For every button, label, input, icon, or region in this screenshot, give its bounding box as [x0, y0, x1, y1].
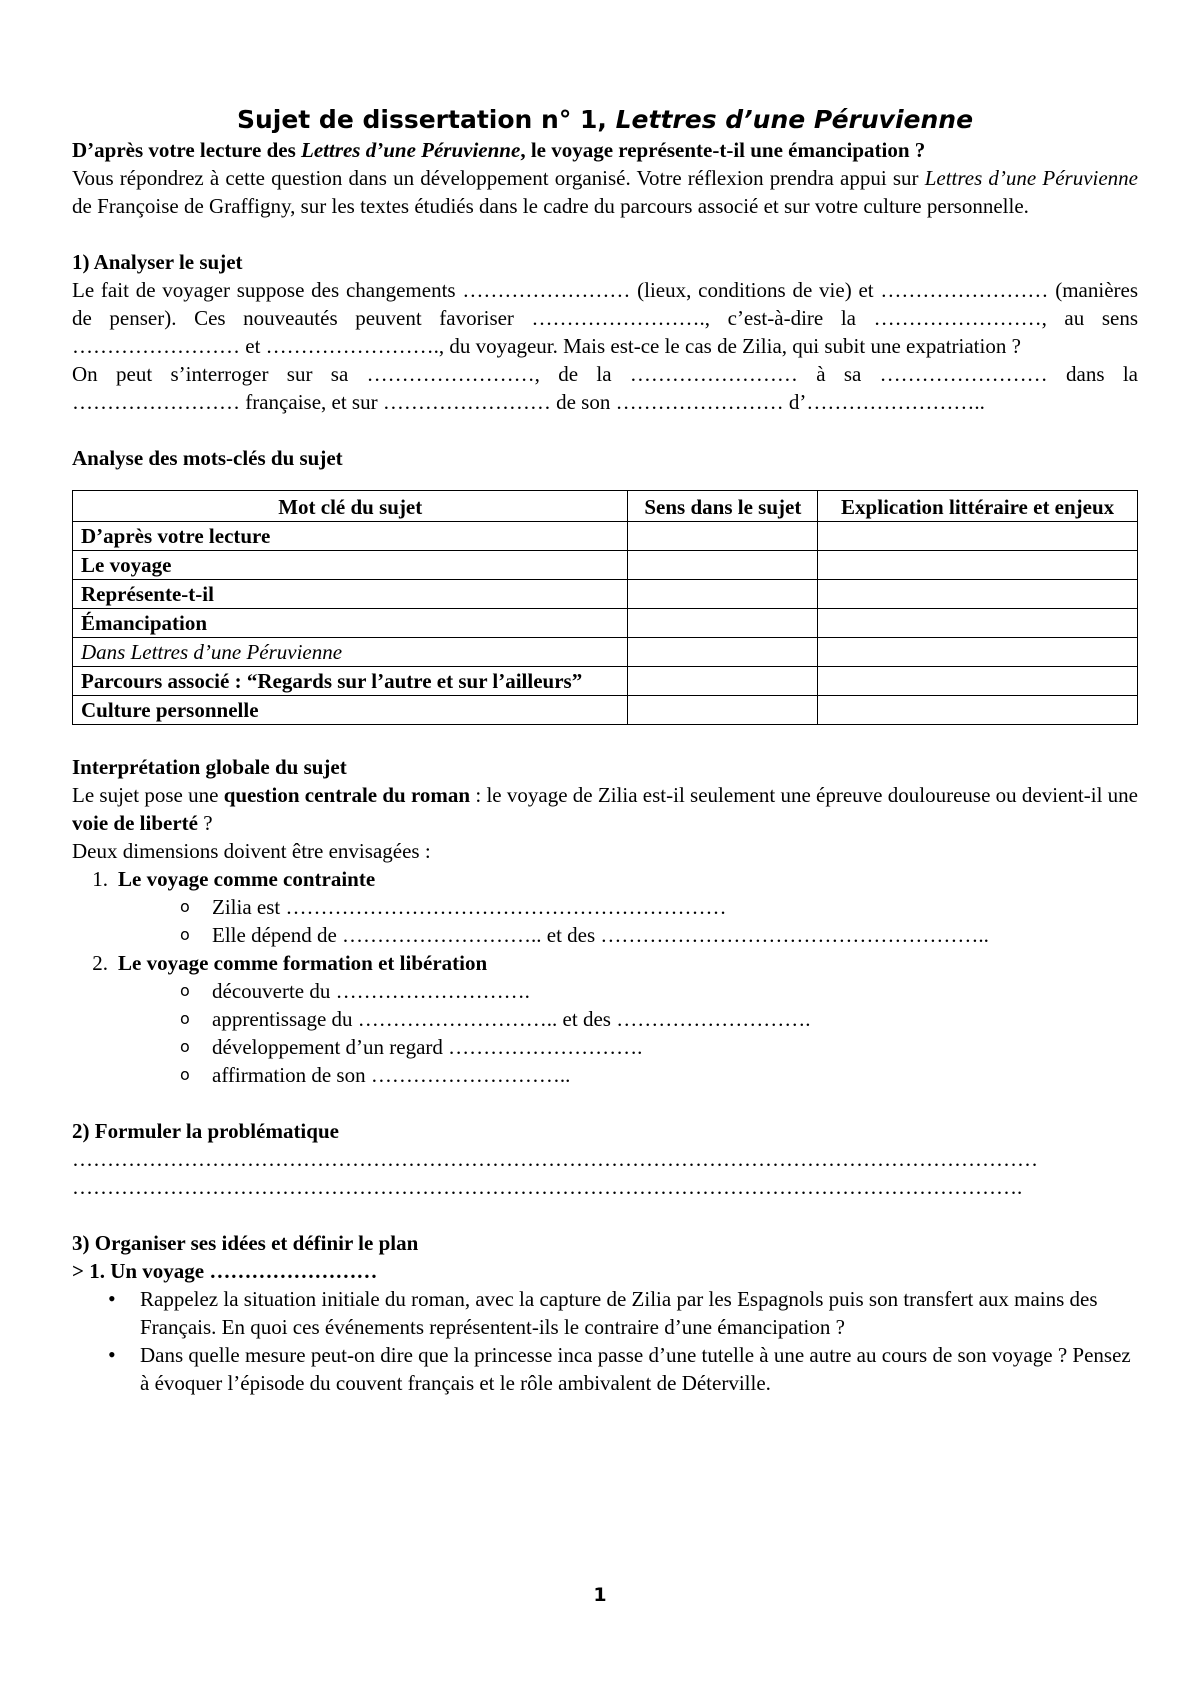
list-item-text: Dans quelle mesure peut-on dire que la princesse inca passe d’une tutelle à une autre au cours de son voyage ? Pensez à évoquer l’épisode du couvent français et le rôle ambivalent de Déterville.	[140, 1343, 1131, 1395]
table-header: Mot clé du sujet	[73, 491, 628, 522]
circle-bullet-icon: o	[180, 897, 190, 916]
circle-bullet-icon: o	[180, 925, 190, 944]
section2-heading: 2) Formuler la problématique	[72, 1119, 339, 1143]
section1-para1: Le fait de voyager suppose des changements …………………… (lieux, conditions de vie) et …………………… (manières de penser). Ces nouveautés peuvent favoriser ……………………., c’est-à-dire la ……………………, au sens …………………… et ……………………., du voyageur. Mais est-ce le cas de Zilia, qui subit une expatriation ?	[72, 278, 1138, 358]
question-post: , le voyage représente-t-il une émancipation ?	[520, 138, 926, 162]
interp-b: question centrale du roman	[223, 783, 471, 807]
answer-cell[interactable]	[818, 667, 1138, 696]
keyword-cell: Émancipation	[73, 609, 628, 638]
interp-e: ?	[197, 811, 213, 835]
list-item	[72, 1033, 1138, 1061]
list-number: 2.	[92, 951, 108, 975]
interpretation-text	[72, 781, 1138, 837]
answer-cell[interactable]	[628, 667, 818, 696]
plan-part-1: > 1. Un voyage ……………………	[72, 1259, 378, 1283]
answer-cell[interactable]	[628, 609, 818, 638]
section3-heading: 3) Organiser ses idées et définir le plan	[72, 1231, 419, 1255]
answer-cell[interactable]	[628, 580, 818, 609]
keyword-cell: Dans Lettres d’une Péruvienne	[73, 638, 628, 667]
table-row	[73, 522, 1138, 551]
table-header: Explication littéraire et enjeux	[818, 491, 1138, 522]
list-item	[72, 1061, 1138, 1089]
circle-bullet-icon: o	[180, 1065, 190, 1084]
circle-bullet-icon: o	[180, 1037, 190, 1056]
interpretation-heading: Interprétation globale du sujet	[72, 755, 347, 779]
dimension-title: Le voyage comme contrainte	[118, 867, 376, 891]
bullet-icon: •	[108, 1286, 116, 1311]
list-item-text: Zilia est ………………………………………………………	[212, 895, 727, 919]
interp-a: Le sujet pose une	[72, 783, 224, 807]
answer-cell[interactable]	[628, 551, 818, 580]
keyword-cell: Parcours associé : “Regards sur l’autre et sur l’ailleurs”	[73, 667, 628, 696]
answer-cell[interactable]	[818, 696, 1138, 725]
dimension-2	[72, 949, 1138, 977]
dimension-title: Le voyage comme formation et libération	[118, 951, 488, 975]
instructions-work: Lettres d’une Péruvienne	[924, 166, 1138, 190]
keywords-heading: Analyse des mots-clés du sujet	[72, 446, 343, 470]
answer-cell[interactable]	[628, 696, 818, 725]
problematique-line-1: …………………………………………………………………………………………………………………………	[72, 1147, 1038, 1171]
table-row	[73, 551, 1138, 580]
list-item-text: découverte du ……………………….	[212, 979, 530, 1003]
problematique-line-2: ……………………………………………………………………………………………………………………….	[72, 1175, 1023, 1199]
list-item	[72, 1341, 1138, 1397]
table-header-row	[73, 491, 1138, 522]
section1-heading: 1) Analyser le sujet	[72, 250, 243, 274]
instructions	[72, 164, 1138, 220]
keywords-table	[72, 490, 1138, 725]
circle-bullet-icon: o	[180, 1009, 190, 1028]
list-item	[72, 921, 1138, 949]
keyword-cell: Représente-t-il	[73, 580, 628, 609]
interp-c: : le voyage de Zilia est-il seulement une épreuve douloureuse ou devient-il une	[470, 783, 1138, 807]
dimension-1	[72, 865, 1138, 893]
dimensions-intro: Deux dimensions doivent être envisagées :	[72, 839, 431, 863]
table-row	[73, 580, 1138, 609]
bullet-icon: •	[108, 1342, 116, 1367]
list-item-text: Elle dépend de ……………………….. et des ………………………………………………..	[212, 923, 989, 947]
interp-d: voie de liberté	[72, 811, 198, 835]
page-number: 1	[593, 1584, 607, 1606]
answer-cell[interactable]	[818, 609, 1138, 638]
keyword-cell: Le voyage	[73, 551, 628, 580]
keyword-cell: Culture personnelle	[73, 696, 628, 725]
question-pre: D’après votre lecture des	[72, 138, 301, 162]
table-header: Sens dans le sujet	[628, 491, 818, 522]
page-title	[72, 104, 1138, 136]
list-item	[72, 977, 1138, 1005]
table-row	[73, 667, 1138, 696]
answer-cell[interactable]	[818, 580, 1138, 609]
table-row	[73, 609, 1138, 638]
list-item	[72, 1285, 1138, 1341]
list-item-text: apprentissage du ……………………….. et des ……………………….	[212, 1007, 811, 1031]
table-row	[73, 696, 1138, 725]
table-row	[73, 638, 1138, 667]
title-work: Lettres d’une Péruvienne	[615, 105, 974, 134]
question-work: Lettres d’une Péruvienne	[301, 138, 521, 162]
answer-cell[interactable]	[628, 522, 818, 551]
instructions-post: de Françoise de Graffigny, sur les textes étudiés dans le cadre du parcours associé et sur votre culture personnelle.	[72, 194, 1029, 218]
answer-cell[interactable]	[818, 638, 1138, 667]
list-item	[72, 893, 1138, 921]
instructions-pre: Vous répondrez à cette question dans un développement organisé. Votre réflexion prendra appui sur	[72, 166, 925, 190]
keyword-cell: D’après votre lecture	[73, 522, 628, 551]
list-item	[72, 1005, 1138, 1033]
list-number: 1.	[92, 867, 108, 891]
dissertation-question	[72, 136, 1138, 164]
page-content	[72, 104, 1138, 1397]
answer-cell[interactable]	[628, 638, 818, 667]
circle-bullet-icon: o	[180, 981, 190, 1000]
list-item-text: affirmation de son ………………………..	[212, 1063, 571, 1087]
list-item-text: développement d’un regard ……………………….	[212, 1035, 643, 1059]
answer-cell[interactable]	[818, 522, 1138, 551]
list-item-text: Rappelez la situation initiale du roman, avec la capture de Zilia par les Espagnols puis son transfert aux mains des Français. En quoi ces événements représentent-ils le contraire d’une émancipation ?	[140, 1287, 1098, 1339]
section1-para2: On peut s’interroger sur sa ……………………, de la …………………… à sa …………………… dans la …………………… française, et sur …………………… de son …………………… d’……………………..	[72, 362, 1138, 414]
title-main: Sujet de dissertation n° 1,	[236, 105, 616, 134]
answer-cell[interactable]	[818, 551, 1138, 580]
